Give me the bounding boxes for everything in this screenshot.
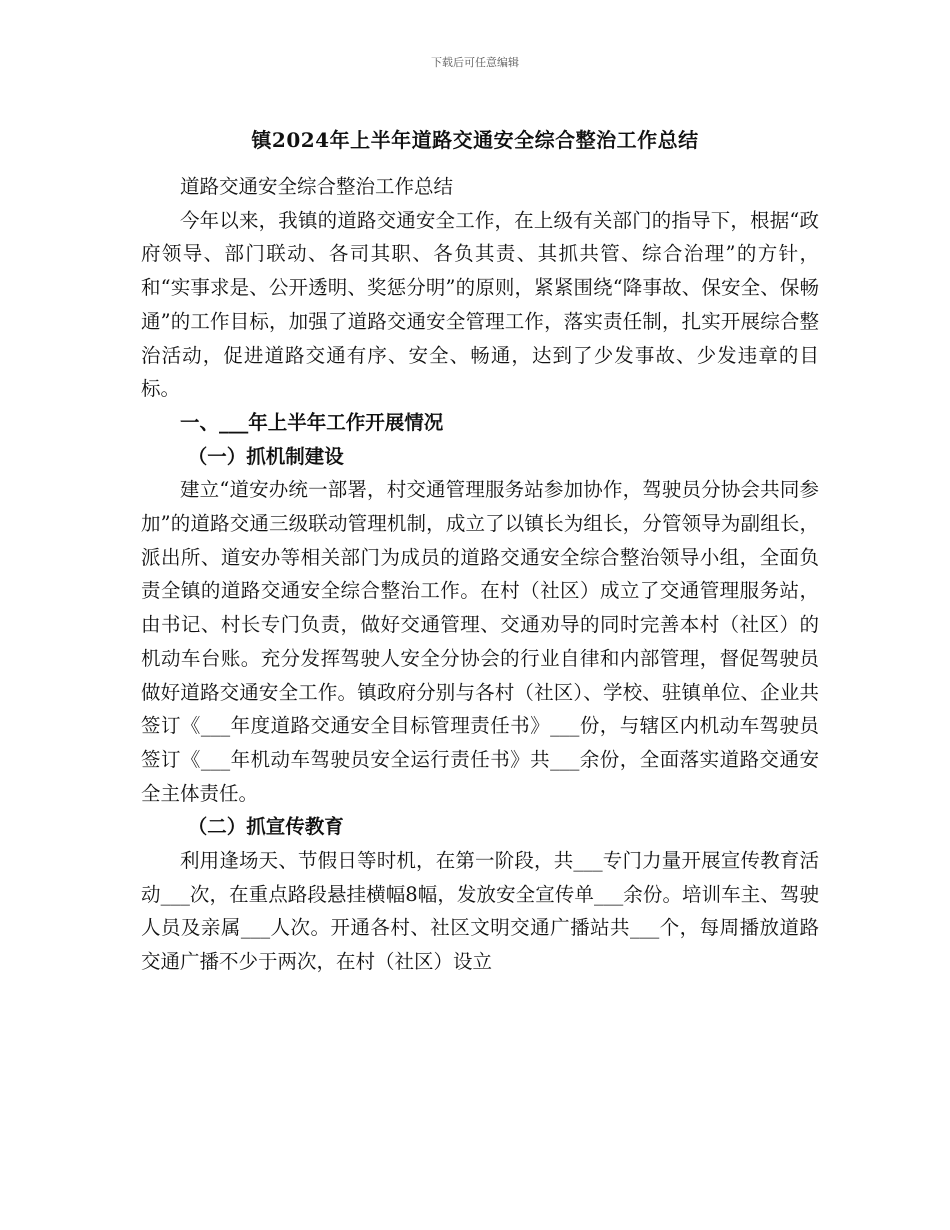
document-title: 镇2024年上半年道路交通安全综合整治工作总结 bbox=[251, 128, 699, 152]
subtitle-paragraph: 道路交通安全综合整治工作总结 bbox=[180, 175, 454, 198]
subsection-heading-education: （二）抓宣传教育 bbox=[187, 815, 344, 839]
section-heading-1: 一、___年上半年工作开展情况 bbox=[180, 410, 444, 434]
header-note: 下载后可任意编辑 bbox=[431, 56, 519, 69]
document-body bbox=[141, 170, 819, 979]
intro-paragraph: 今年以来，我镇的道路交通安全工作，在上级有关部门的指导下，根据“政府领导、部门联动、各司其职、各负其责、其抓共管、综合治理”的方针，和“实事求是、公开透明、奖惩分明”的原则，紧紧围绕“降事故、保安全、保畅通”的工作目标，加强了道路交通安全管理工作，落实责任制，扎实开展综合整治活动，促进道路交通有序、安全、畅通，达到了少发事故、少发违章的目标。 bbox=[141, 208, 819, 401]
mechanism-paragraph: 建立“道安办统一部署，村交通管理服务站参加协作，驾驶员分协会共同参加”的道路交通三级联动管理机制，成立了以镇长为组长，分管领导为副组长，派出所、道安办等相关部门为成员的道路交通安全综合整治领导小组，全面负责全镇的道路交通安全综合整治工作。在村（社区）成立了交通管理服务站，由书记、村长专门负责，做好交通管理、交通劝导的同时完善本村（社区）的机动车台账。充分发挥驾驶人安全分协会的行业自律和内部管理，督促驾驶员做好道路交通安全工作。镇政府分别与各村（社区）、学校、驻镇单位、企业共签订《___年度道路交通安全目标管理责任书》___份，与辖区内机动车驾驶员签订《___年机动车驾驶员安全运行责任书》共___余份，全面落实道路交通安全主体责任。 bbox=[141, 478, 819, 805]
education-paragraph: 利用逢场天、节假日等时机，在第一阶段，共___专门力量开展宣传教育活动___次，在重点路段悬挂横幅8幅，发放安全宣传单___余份。培训车主、驾驶人员及亲属___人次。开通各村、社区文明交通广播站共___个，每周播放道路交通广播不少于两次，在村（社区）设立 bbox=[141, 849, 819, 974]
subsection-heading-mechanism: （一）抓机制建设 bbox=[187, 444, 344, 468]
